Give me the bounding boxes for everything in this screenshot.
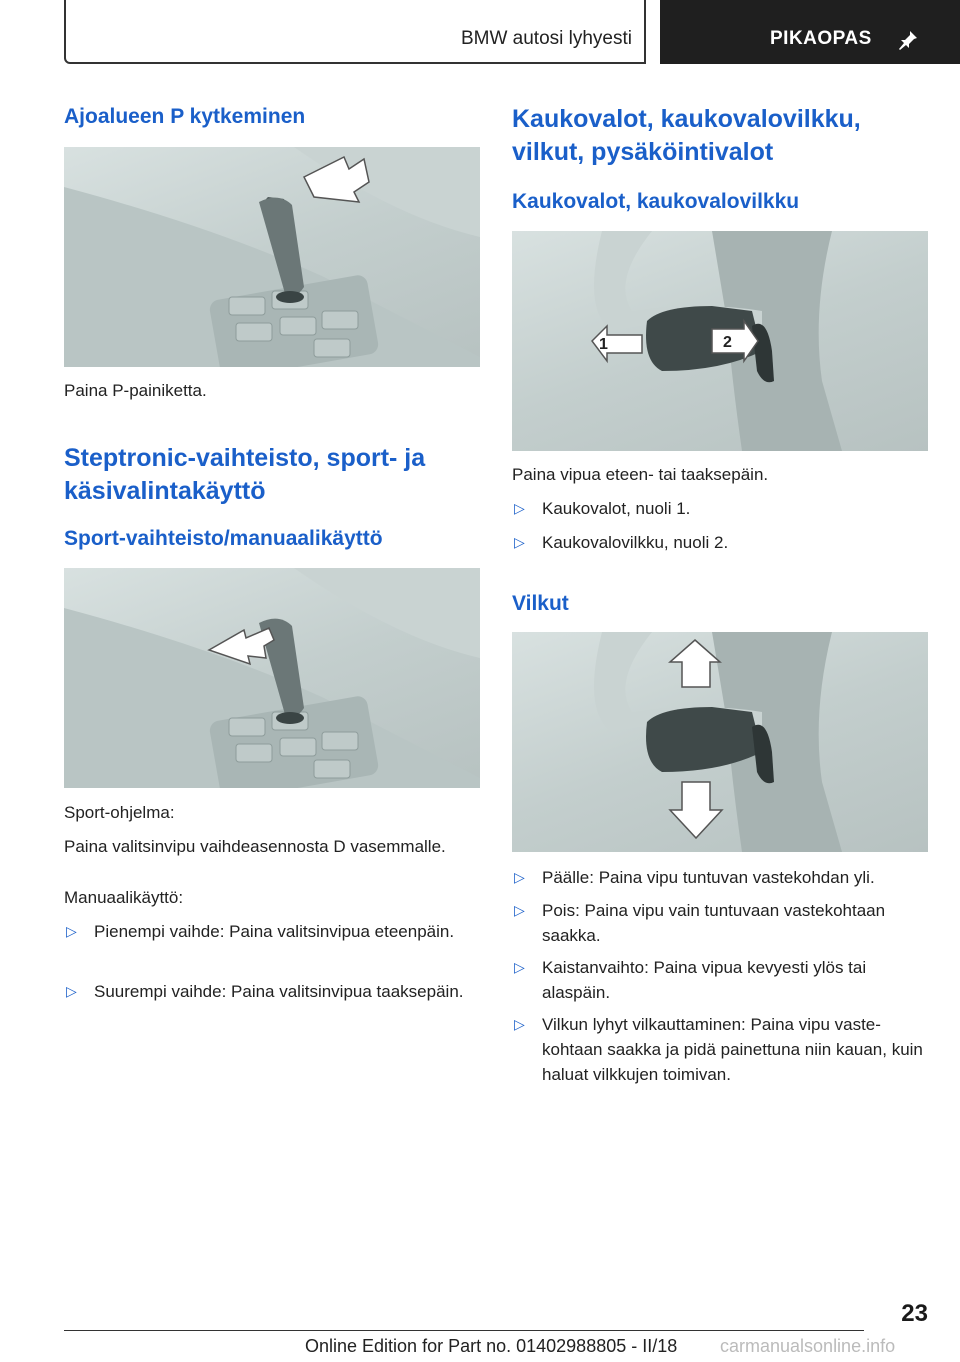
heading-steptronic: Steptronic-vaihteisto, sport- ja käsivalintakäyttö	[64, 444, 426, 505]
triangle-bullet-icon: ▷	[66, 923, 77, 939]
heading-turn-signals: Vilkut	[512, 592, 569, 615]
turn-signal-lever-image	[512, 632, 928, 852]
header-section-title: BMW autosi lyhyesti	[460, 28, 632, 49]
list-item-text: Päälle: Paina vipu tuntuvan vastekohdan yli.	[542, 868, 875, 887]
list-item	[64, 919, 480, 944]
list-item	[512, 1012, 928, 1087]
list-item	[512, 955, 928, 1005]
list-item-text: Kaukovalovilkku, nuoli 2.	[542, 533, 729, 552]
pin-icon	[896, 28, 920, 52]
list-item-text: Pienempi vaihde: Paina valitsinvipua eteenpäin.	[94, 922, 455, 941]
text-manual-label: Manuaalikäyttö:	[64, 888, 184, 907]
arrow-1-label: 1	[599, 336, 608, 353]
list-item	[512, 898, 928, 948]
footer-divider	[64, 1330, 864, 1331]
text-press-lever: Paina vipua eteen- tai taaksepäin.	[512, 465, 769, 484]
light-lever-image	[512, 231, 928, 451]
list-item-text: Kaukovalot, nuoli 1.	[542, 499, 691, 518]
triangle-bullet-icon: ▷	[514, 534, 525, 550]
triangle-bullet-icon: ▷	[514, 500, 525, 516]
text-press-p: Paina P-painiketta.	[64, 381, 207, 400]
gear-selector-park-image	[64, 147, 480, 367]
heading-high-beam: Kaukovalot, kaukovalovilkku	[512, 190, 800, 213]
triangle-bullet-icon: ▷	[66, 983, 77, 999]
list-item-text: Vilkun lyhyt vilkauttaminen: Paina vipu vastekohtaan saakka ja pidä painettuna niin kauan, kuin haluat vilkkujen toimivan.	[542, 1015, 923, 1084]
list-item	[64, 979, 480, 1004]
header-section-box	[64, 0, 646, 64]
triangle-bullet-icon: ▷	[514, 1016, 525, 1032]
heading-park: Ajoalueen P kytkeminen	[64, 105, 306, 128]
page-number: 23	[901, 1300, 928, 1327]
triangle-bullet-icon: ▷	[514, 959, 525, 975]
text-sport-label: Sport-ohjelma:	[64, 803, 175, 822]
header-tab-label: PIKAOPAS	[770, 28, 872, 49]
footer-edition: Online Edition for Part no. 01402988805 - II/18	[305, 1336, 678, 1356]
heading-lights: Kaukovalot, kaukovalovilkku, vilkut, pysäköintivalot	[512, 105, 861, 166]
list-item-text: Kaistanvaihto: Paina vipua kevyesti ylös tai alaspäin.	[542, 958, 867, 1002]
triangle-bullet-icon: ▷	[514, 902, 525, 918]
text-sport-instructions: Paina valitsinvipu vaihdeasennosta D vasemmalle.	[64, 837, 446, 856]
arrow-2-label: 2	[723, 334, 732, 351]
list-item-text: Suurempi vaihde: Paina valitsinvipua taaksepäin.	[94, 982, 464, 1001]
list-item-text: Pois: Paina vipu vain tuntuvaan vastekohtaan saakka.	[542, 901, 886, 945]
list-item	[512, 865, 928, 890]
gear-selector-sport-image	[64, 568, 480, 788]
list-item	[512, 496, 928, 521]
heading-sport: Sport-vaihteisto/manuaalikäyttö	[64, 527, 383, 550]
list-item	[512, 530, 928, 555]
header-tab	[660, 0, 960, 64]
triangle-bullet-icon: ▷	[514, 869, 525, 885]
watermark: carmanualsonline.info	[720, 1336, 896, 1356]
